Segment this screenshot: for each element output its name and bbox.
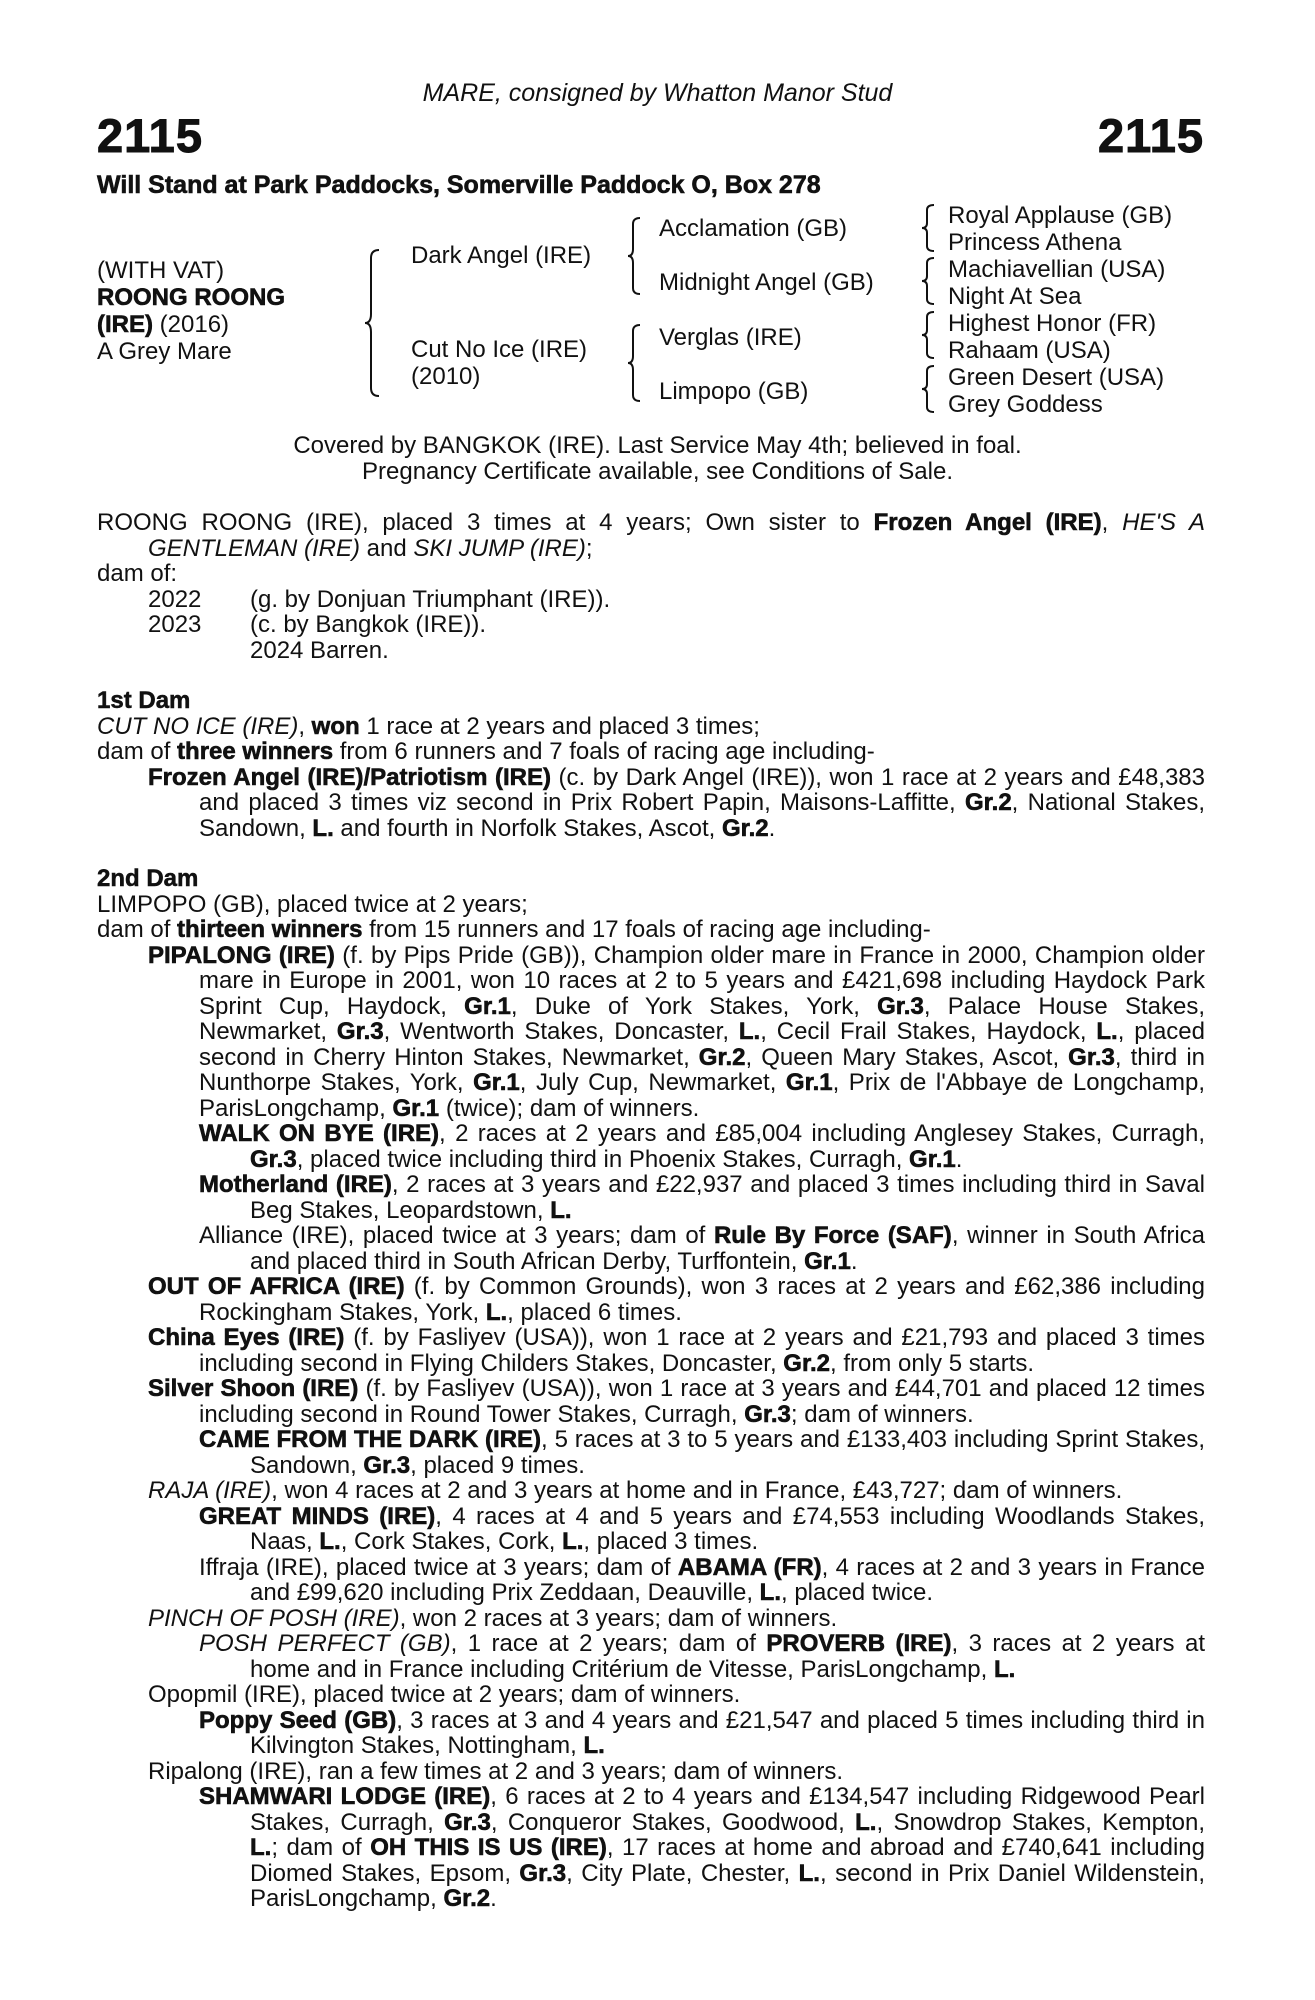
pedigree-ssd: Princess Athena (948, 229, 1122, 256)
horse-year: (2016) (159, 311, 230, 338)
pedigree-brace-ds (922, 310, 938, 360)
first-dam-produce-summary: dam of three winners from 6 runners and 7 foals of racing age including- (97, 738, 875, 765)
horse-country: (IRE) (97, 311, 153, 338)
first-dam-section (97, 688, 1205, 841)
pedigree-brace-sd (922, 256, 938, 306)
produce-2022: 2022 (g. by Donjuan Triumphant (IRE)). (148, 585, 611, 613)
pedigree-dds: Green Desert (USA) (948, 364, 1165, 391)
pedigree-sss: Royal Applause (GB) (948, 202, 1173, 229)
first-dam-entry-frozen-angel: Frozen Angel (IRE)/Patriotism (IRE) (c. by Dark Angel (IRE)), won 1 race at 2 years and £48,383 and placed 3 times viz second in Prix Robert Papin, Maisons-Laffitte, Gr.2, National Stakes, Sandown, L. and fourth in Norfolk Stakes, Ascot, Gr.2. (148, 763, 1206, 842)
pedigree-dam: Cut No Ice (IRE) (411, 336, 588, 363)
pedigree-brace-gen1 (365, 248, 385, 398)
pregnancy-note: Pregnancy Certificate available, see Conditions of Sale. (362, 458, 953, 485)
pedigree-brace-dam (628, 323, 646, 403)
intro-dam-of: dam of: (97, 560, 178, 587)
pedigree-sdd: Night At Sea (948, 283, 1082, 310)
pedigree-brace-ss (922, 203, 938, 253)
pedigree-ds: Verglas (IRE) (659, 324, 802, 351)
second-dam-produce-summary: dam of thirteen winners from 15 runners and 17 foals of racing age including- (97, 916, 931, 943)
entry-iffraja: Iffraja (IRE), placed twice at 3 years; dam of ABAMA (FR), 4 races at 2 and 3 years in France and £99,620 including Prix Zeddaan, Deauville, L., placed twice. (199, 1553, 1206, 1606)
entry-poppy-seed: Poppy Seed (GB), 3 races at 3 and 4 years and £21,547 and placed 5 times including third in Kilvington Stakes, Nottingham, L. (199, 1706, 1205, 1759)
entry-shamwari-lodge: SHAMWARI LODGE (IRE), 6 races at 2 to 4 years and £134,547 including Ridgewood Pearl Stakes, Curragh, Gr.3, Conqueror Stakes, Goodwood, L., Snowdrop Stakes, Kempton, L.; dam of OH THIS IS US (IRE), 17 races at home and abroad and £740,641 including Diomed Stakes, Epsom, Gr.3, City Plate, Chester, L., second in Prix Daniel Wildenstein, ParisLongchamp, Gr.2. (199, 1783, 1206, 1912)
pedigree-brace-dd (922, 364, 938, 414)
horse-name: ROONG ROONG (97, 284, 286, 311)
entry-out-of-africa: OUT OF AFRICA (IRE) (f. by Common Grounds), won 3 races at 2 years and £62,386 including Rockingham Stakes, York, L., placed 6 times. (148, 1273, 1205, 1326)
pedigree-sds: Machiavellian (USA) (948, 256, 1166, 283)
entry-ripalong: Ripalong (IRE), ran a few times at 2 and 3 years; dam of winners. (148, 1757, 843, 1785)
entry-motherland: Motherland (IRE), 2 races at 3 years and £22,937 and placed 3 times including third in Saval Beg Stakes, Leopardstown, L. (199, 1171, 1205, 1224)
lot-number-left: 2115 (97, 109, 203, 162)
horse-identity (97, 257, 285, 365)
entry-pipalong: PIPALONG (IRE) (f. by Pips Pride (GB)), Champion older mare in France in 2000, Champion older mare in Europe in 2001, won 10 races at 2 to 5 years and £421,698 including Haydock Park Sprint Cup, Haydock, Gr.1, Duke of York Stakes, York, Gr.3, Palace House Stakes, Newmarket, Gr.3, Wentworth Stakes, Doncaster, L., Cecil Frail Stakes, Haydock, L., placed second in Cherry Hinton Stakes, Newmarket, Gr.2, Queen Mary Stakes, Ascot, Gr.3, third in Nunthorpe Stakes, York, Gr.1, July Cup, Newmarket, Gr.1, Prix de l'Abbaye de Longchamp, ParisLongchamp, Gr.1 (twice); dam of winners. (148, 941, 1206, 1122)
first-dam-heading: 1st Dam (97, 687, 191, 714)
entry-great-minds: GREAT MINDS (IRE), 4 races at 4 and 5 years and £74,553 including Woodlands Stakes, Naas, L., Cork Stakes, Cork, L., placed 3 times. (199, 1502, 1205, 1555)
pedigree-dd: Limpopo (GB) (659, 378, 809, 405)
sibling-frozen-angel: Frozen Angel (IRE) (873, 509, 1102, 536)
entry-opopmil: Opopmil (IRE), placed twice at 2 years; dam of winners. (148, 1681, 741, 1708)
pedigree-sd: Midnight Angel (GB) (659, 269, 874, 296)
stand-location: Will Stand at Park Paddocks, Somerville Paddock O, Box 278 (97, 171, 821, 199)
entry-came-from-the-dark: CAME FROM THE DARK (IRE), 5 races at 3 to 5 years and £133,403 including Sprint Stakes, Sandown, Gr.3, placed 9 times. (199, 1426, 1205, 1479)
entry-raja: RAJA (IRE), won 4 races at 2 and 3 years at home and in France, £43,727; dam of winners. (148, 1477, 1123, 1504)
entry-silver-shoon: Silver Shoon (IRE) (f. by Fasliyev (USA)), won 1 race at 3 years and £44,701 and placed 12 times including second in Round Tower Stakes, Curragh, Gr.3; dam of winners. (148, 1375, 1205, 1428)
second-dam-section (97, 866, 1205, 1912)
second-dam-heading: 2nd Dam (97, 865, 199, 892)
produce-2024: 2024 Barren. (250, 636, 389, 664)
second-dam-line: LIMPOPO (GB), placed twice at 2 years; (97, 890, 528, 918)
pedigree-ddd: Grey Goddess (948, 391, 1103, 418)
produce-2023: 2023 (c. by Bangkok (IRE)). (148, 611, 487, 638)
entry-pinch-of-posh: PINCH OF POSH (IRE), won 2 races at 3 years; dam of winners. (148, 1604, 838, 1632)
entry-walk-on-bye: WALK ON BYE (IRE), 2 races at 2 years and £85,004 including Anglesey Stakes, Curragh, Gr.3, placed twice including third in Phoenix Stakes, Curragh, Gr.1. (199, 1120, 1206, 1173)
lot-number-right: 2115 (1098, 109, 1204, 162)
pedigree-brace-sire (628, 216, 646, 296)
entry-posh-perfect: POSH PERFECT (GB), 1 race at 2 years; dam of PROVERB (IRE), 3 races at 2 years at home and in France including Critérium de Vitesse, ParisLongchamp, L. (199, 1630, 1205, 1683)
pedigree-sire: Dark Angel (IRE) (411, 242, 592, 269)
vat-label: (WITH VAT) (97, 257, 225, 284)
consignment-line: MARE, consigned by Whatton Manor Stud (422, 79, 893, 107)
intro-section (97, 510, 1205, 663)
intro-text: ROONG ROONG (IRE), placed 3 times at 4 years; Own sister to Frozen Angel (IRE), HE'S A GENTLEMAN (IRE) and SKI JUMP (IRE); (97, 509, 1205, 562)
horse-description: A Grey Mare (97, 338, 232, 365)
covered-note: Covered by BANGKOK (IRE). Last Service May 4th; believed in foal. (293, 432, 1022, 459)
entry-alliance: Alliance (IRE), placed twice at 3 years; dam of Rule By Force (SAF), winner in South Africa and placed third in South African Derby, Turffontein, Gr.1. (199, 1222, 1206, 1275)
pedigree-ss: Acclamation (GB) (659, 215, 848, 242)
entry-china-eyes: China Eyes (IRE) (f. by Fasliyev (USA)), won 1 race at 2 years and £21,793 and placed 3 times including second in Flying Childers Stakes, Doncaster, Gr.2, from only 5 starts. (148, 1324, 1205, 1377)
pedigree-dsd: Rahaam (USA) (948, 337, 1111, 364)
pedigree-dss: Highest Honor (FR) (948, 310, 1157, 337)
first-dam-line: CUT NO ICE (IRE), won 1 race at 2 years and placed 3 times; (97, 712, 760, 740)
pedigree-dam-year: (2010) (411, 363, 481, 390)
